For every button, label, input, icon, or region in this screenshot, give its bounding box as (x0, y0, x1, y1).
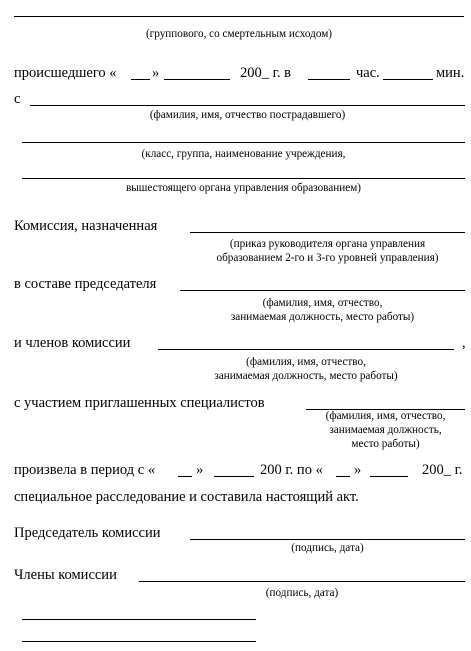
period-end-month-blank[interactable] (370, 476, 408, 477)
caption-group: (группового, со смертельным исходом) (145, 28, 333, 40)
caption-members-1: (фамилия, имя, отчество, (246, 356, 366, 368)
specialists-label: с участием приглашенных специалистов (14, 395, 265, 411)
caption-chair-2: занимаемая должность, место работы) (230, 311, 415, 323)
members-comma: , (462, 335, 466, 351)
caption-spec-2: занимаемая должность, (329, 424, 442, 436)
period-200-g: 200_ г. (422, 462, 463, 478)
caption-class: (класс, группа, наименование учреждения, (141, 148, 346, 160)
with-prefix: с (14, 91, 21, 107)
year-200: 200_ г. в (240, 65, 292, 81)
victim-blank[interactable] (30, 105, 465, 106)
caption-spec-3: место работы) (351, 438, 420, 450)
caption-sign-date-1: (подпись, дата) (291, 542, 364, 554)
caption-sign-date-2: (подпись, дата) (265, 587, 339, 599)
period-200-to: 200 г. по « (260, 462, 323, 478)
member-sign-blank-3[interactable] (22, 641, 256, 642)
commission-order-blank[interactable] (190, 232, 465, 233)
hour-blank[interactable] (308, 79, 350, 80)
period-prefix: произвела в период с « (14, 462, 156, 478)
period-quote-close: » (196, 462, 204, 478)
caption-members-2: занимаемая должность, место работы) (214, 370, 398, 382)
hours-label: час. (356, 65, 380, 81)
class-blank[interactable] (22, 142, 465, 143)
chairman-sign-blank[interactable] (190, 539, 465, 540)
minute-blank[interactable] (383, 79, 433, 80)
member-sign-blank-1[interactable] (139, 581, 465, 582)
members-blank[interactable] (158, 349, 454, 350)
month-blank[interactable] (164, 79, 230, 80)
caption-order-2: образованием 2-го и 3-го уровней управления) (216, 252, 439, 264)
occurred-prefix: происшедшего « (14, 65, 117, 81)
occurred-quote-close: » (152, 65, 160, 81)
special-investigation: специальное расследование и составила настоящий акт. (14, 489, 359, 505)
period-start-month-blank[interactable] (214, 476, 254, 477)
day-blank[interactable] (131, 79, 150, 80)
period-start-day-blank[interactable] (178, 476, 192, 477)
top-line[interactable] (14, 16, 464, 17)
chairman-label: Председатель комиссии (14, 525, 161, 541)
higher-org-blank[interactable] (22, 178, 465, 179)
period-end-day-blank[interactable] (336, 476, 350, 477)
commission-label: Комиссия, назначенная (14, 218, 158, 234)
caption-higher: вышестоящего органа управления образованием) (125, 182, 362, 194)
member-sign-blank-2[interactable] (22, 619, 256, 620)
chair-label: в составе председателя (14, 276, 157, 292)
caption-spec-1: (фамилия, имя, отчество, (325, 410, 446, 422)
minutes-label: мин. (436, 65, 465, 81)
members-of-commission-label: Члены комиссии (14, 567, 117, 583)
chair-blank[interactable] (180, 290, 465, 291)
period-quote-close-2: » (354, 462, 362, 478)
caption-victim: (фамилия, имя, отчество пострадавшего) (149, 109, 346, 121)
caption-chair-1: (фамилия, имя, отчество, (262, 297, 383, 309)
members-label: и членов комиссии (14, 335, 131, 351)
caption-order-1: (приказ руководителя органа управления (229, 238, 426, 250)
